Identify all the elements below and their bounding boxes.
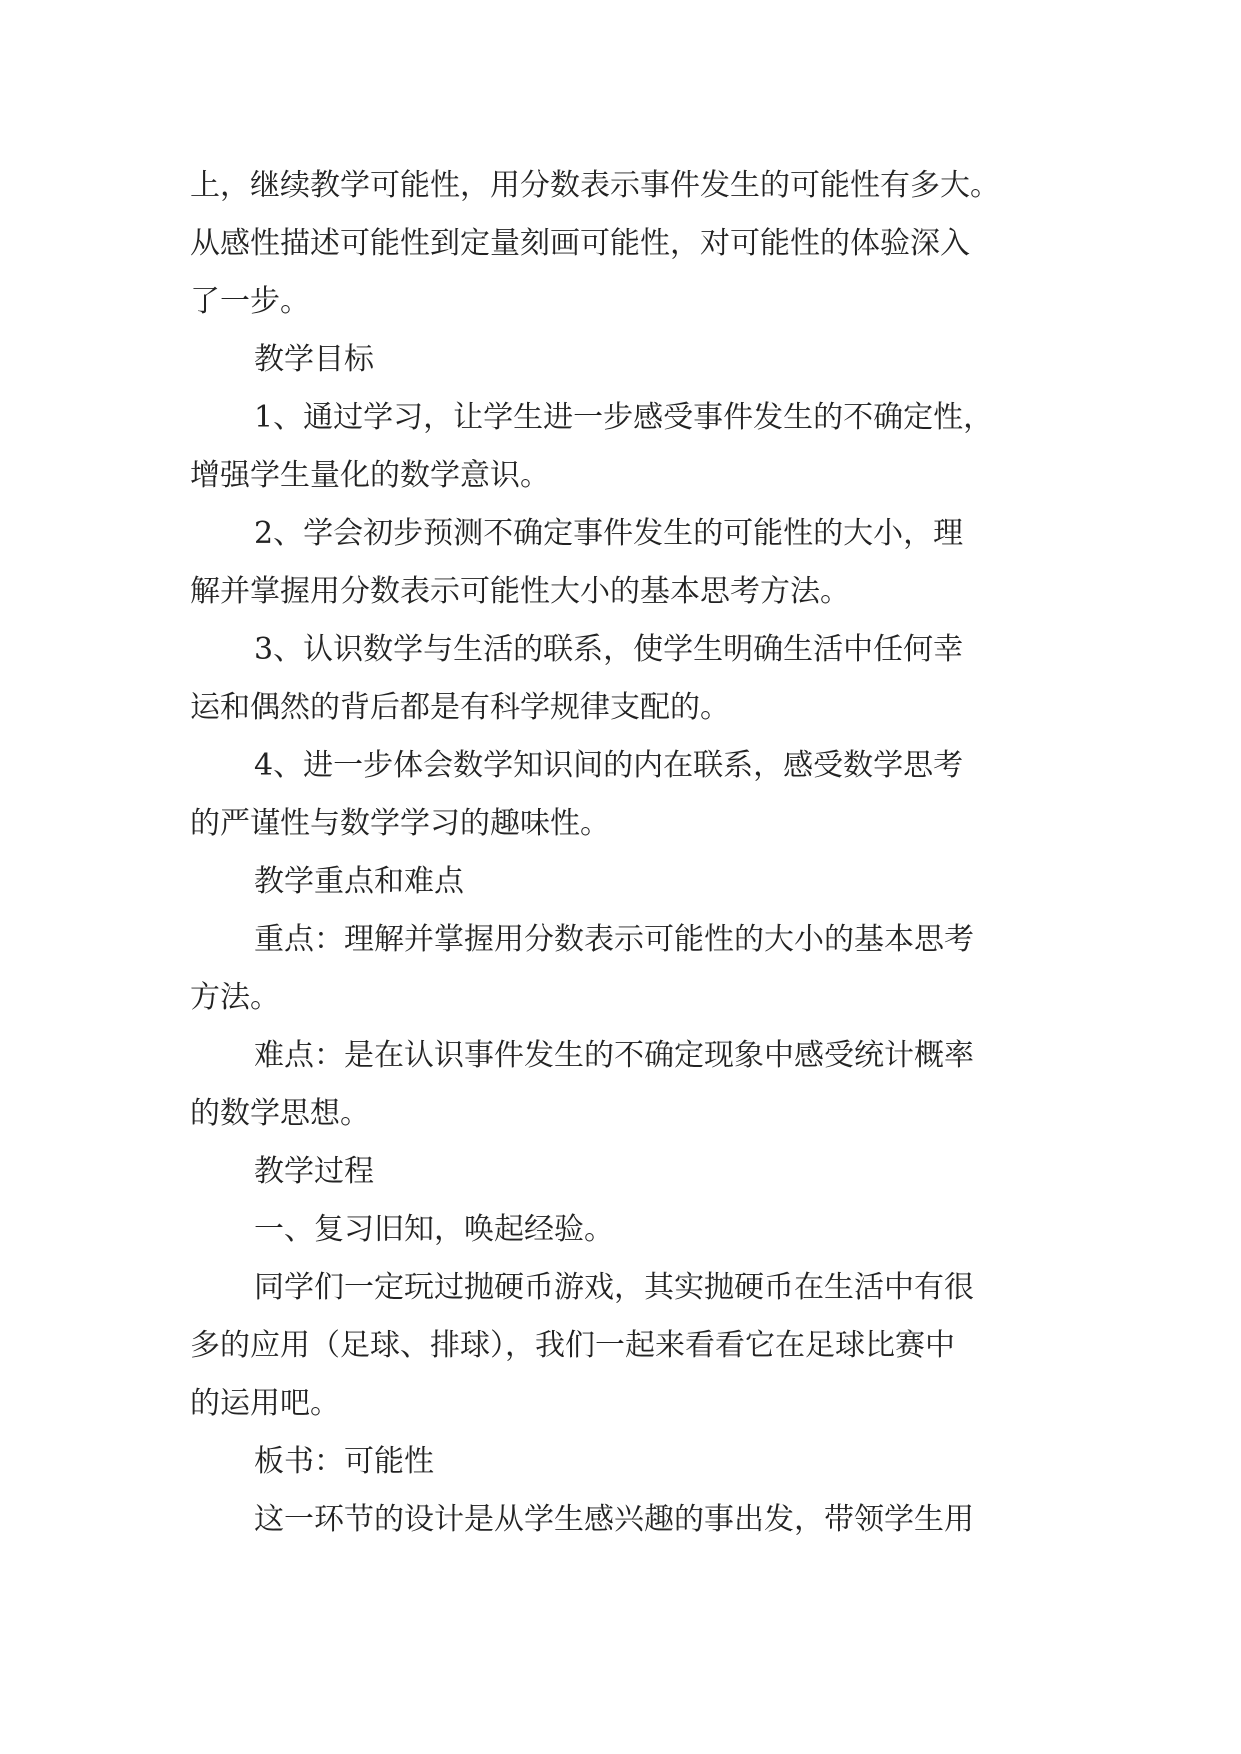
text-line	[0, 1384, 1241, 1424]
line-text: 同学们一定玩过抛硬币游戏，其实抛硬币在生活中有很	[254, 1270, 974, 1305]
text-line	[0, 1442, 1241, 1482]
line-text: 难点：是在认识事件发生的不确定现象中感受统计概率	[254, 1038, 974, 1073]
line-text: 的数学思想。	[190, 1096, 370, 1131]
line-text: 2、学会初步预测不确定事件发生的可能性的大小，理	[254, 516, 964, 551]
text-line	[0, 920, 1241, 960]
text-line	[0, 1036, 1241, 1076]
line-text: 3、认识数学与生活的联系，使学生明确生活中任何幸	[254, 632, 964, 667]
text-line	[0, 1500, 1241, 1540]
text-line	[0, 224, 1241, 264]
text-line	[0, 1326, 1241, 1366]
text-line	[0, 1094, 1241, 1134]
text-line	[0, 166, 1241, 206]
text-line	[0, 572, 1241, 612]
line-text: 增强学生量化的数学意识。	[190, 458, 550, 493]
text-line	[0, 282, 1241, 322]
text-line	[0, 1210, 1241, 1250]
line-text: 的运用吧。	[190, 1386, 340, 1421]
heading-text: 教学过程	[254, 1154, 374, 1189]
text-line	[0, 514, 1241, 554]
text-line	[0, 804, 1241, 844]
line-text: 了一步。	[190, 284, 310, 319]
section-heading	[0, 1152, 1241, 1192]
line-text: 一、复习旧知，唤起经验。	[254, 1212, 614, 1247]
line-text: 板书：可能性	[254, 1444, 434, 1479]
line-text: 1、通过学习，让学生进一步感受事件发生的不确定性，	[254, 400, 994, 435]
line-text: 的严谨性与数学学习的趣味性。	[190, 806, 610, 841]
line-text: 多的应用（足球、排球），我们一起来看看它在足球比赛中	[190, 1328, 955, 1363]
line-text: 从感性描述可能性到定量刻画可能性，对可能性的体验深入	[190, 226, 970, 261]
line-text: 重点：理解并掌握用分数表示可能性的大小的基本思考	[254, 922, 974, 957]
section-heading	[0, 340, 1241, 380]
text-line	[0, 688, 1241, 728]
line-text: 4、进一步体会数学知识间的内在联系，感受数学思考	[254, 748, 964, 783]
section-heading	[0, 862, 1241, 902]
line-text: 运和偶然的背后都是有科学规律支配的。	[190, 690, 730, 725]
text-line	[0, 398, 1241, 438]
line-text: 解并掌握用分数表示可能性大小的基本思考方法。	[190, 574, 850, 609]
text-line	[0, 456, 1241, 496]
text-line	[0, 746, 1241, 786]
line-text: 上，继续教学可能性，用分数表示事件发生的可能性有多大。	[190, 168, 1000, 203]
text-line	[0, 1268, 1241, 1308]
heading-text: 教学目标	[254, 342, 374, 377]
heading-text: 教学重点和难点	[254, 864, 464, 899]
text-line	[0, 978, 1241, 1018]
line-text: 方法。	[190, 980, 280, 1015]
text-line	[0, 630, 1241, 670]
line-text: 这一环节的设计是从学生感兴趣的事出发，带领学生用	[254, 1502, 974, 1537]
